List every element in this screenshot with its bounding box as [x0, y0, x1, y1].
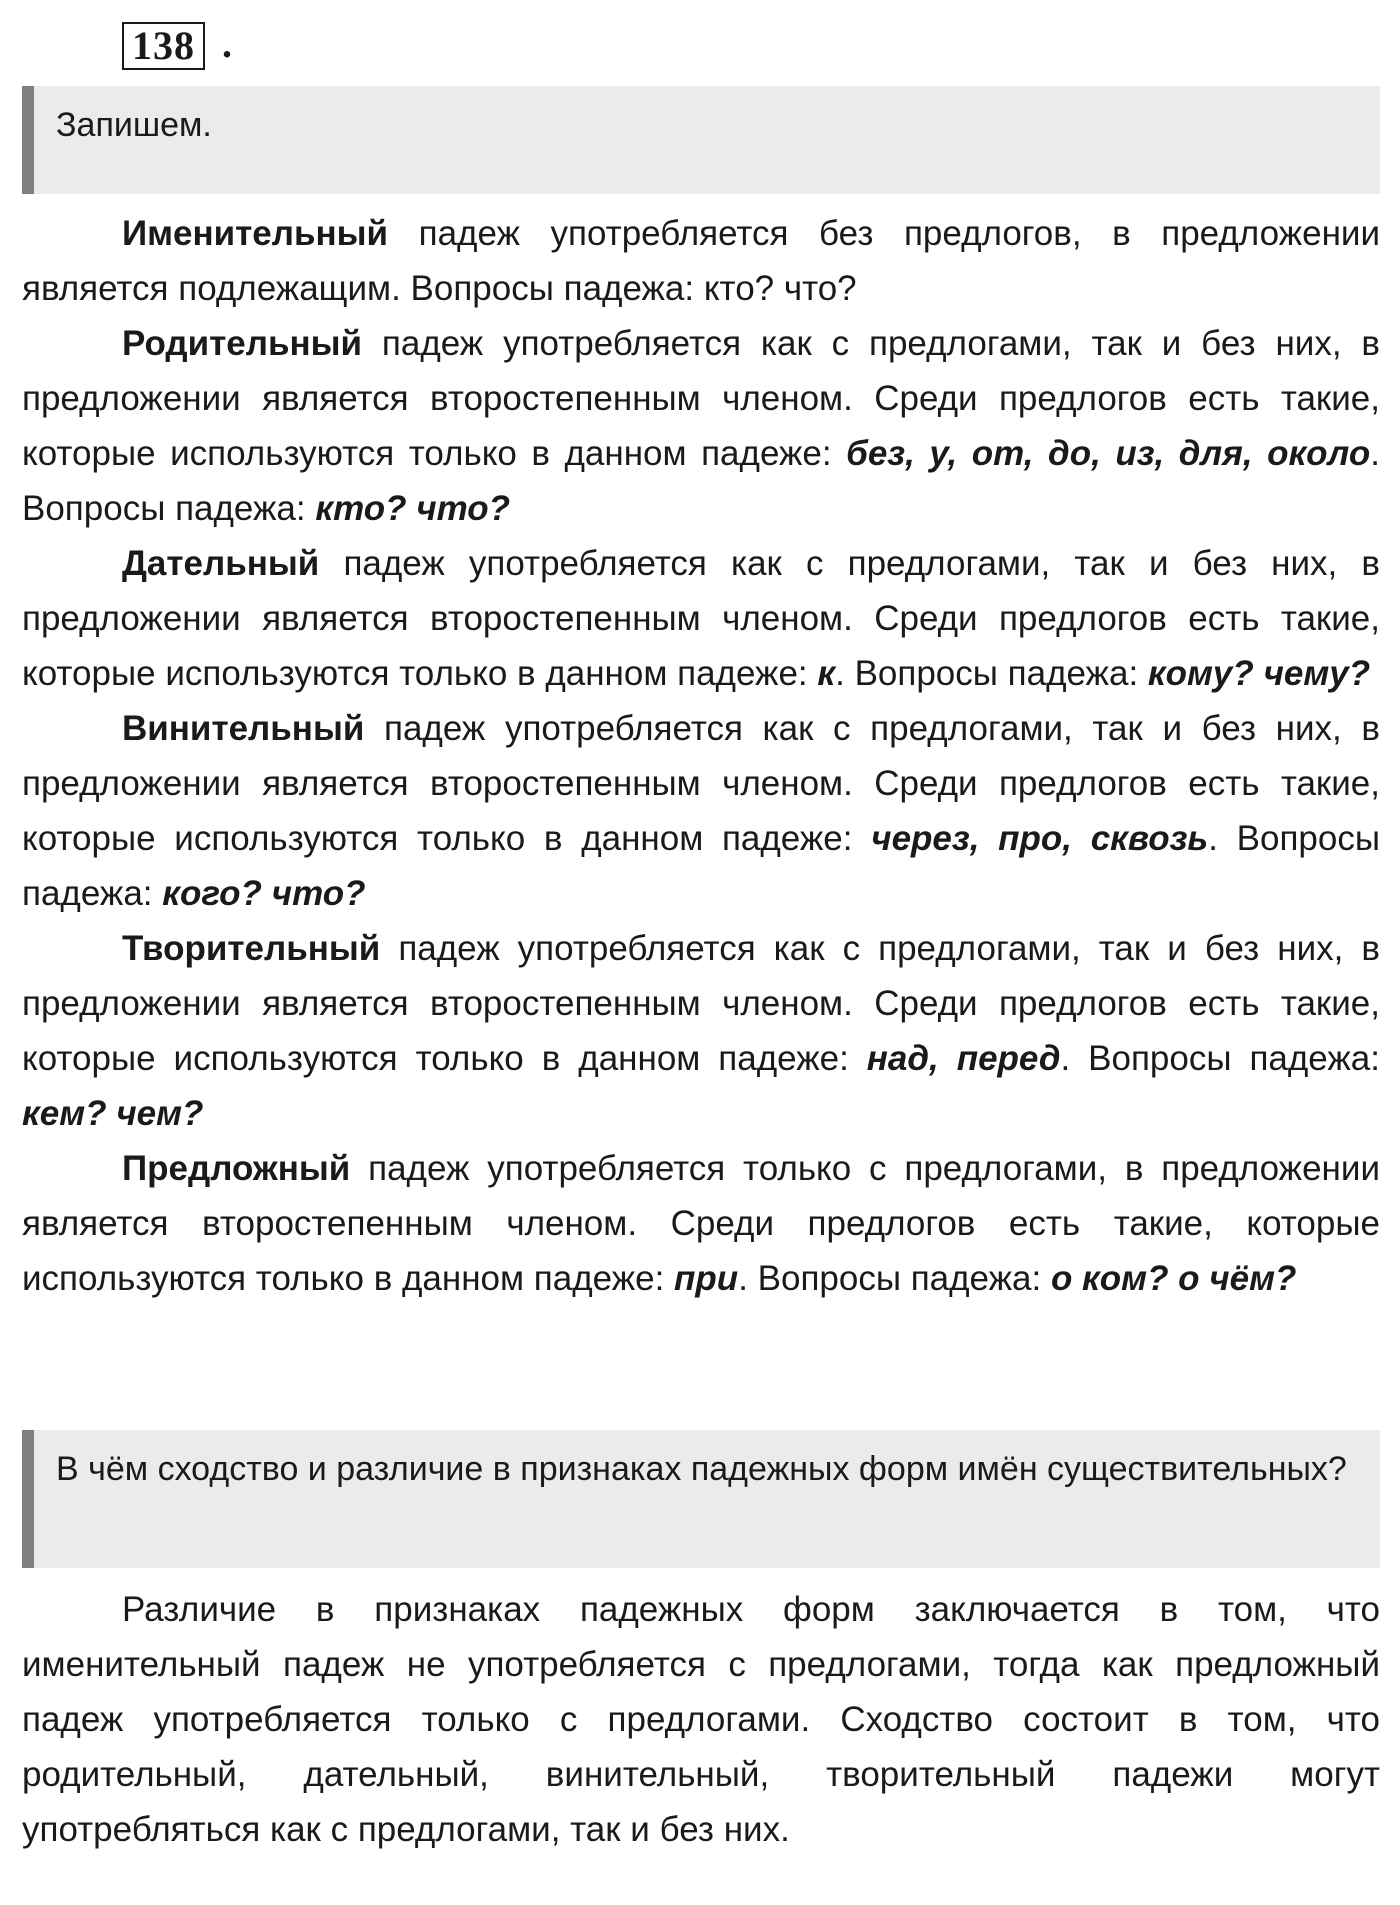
case-questions-label: . Вопросы падежа:: [22, 434, 1380, 528]
case-questions: кем? чем?: [22, 1094, 204, 1133]
case-name: Именительный: [122, 214, 389, 253]
case-questions-label: . Вопросы падежа:: [835, 654, 1148, 693]
case-questions: о ком? о чём?: [1050, 1259, 1297, 1298]
case-paragraph-accusative: [22, 701, 1380, 921]
case-text: падеж употребляется только с предлогами, в предложении является второстепенным членом. Среди предлогов есть такие, которые используются только в данном падеже:: [22, 1149, 1380, 1298]
case-questions: кому? чему?: [1147, 654, 1371, 693]
case-questions-label: . Вопросы падежа:: [1060, 1039, 1380, 1078]
case-name: Дательный: [122, 544, 320, 583]
case-name: Винительный: [122, 709, 365, 748]
task-number-value: 138: [132, 23, 195, 68]
case-paragraph-dative: [22, 536, 1380, 701]
case-text: падеж употребляется как с предлогами, так и без них, в предложении является второстепенным членом. Среди предлогов есть такие, которые используются только в данном падеже:: [22, 324, 1380, 473]
answer-section: [22, 1582, 1380, 1857]
case-name: Предложный: [122, 1149, 351, 1188]
case-prepositions: к: [817, 654, 836, 693]
case-text: падеж употребляется без предлогов, в предложении является подлежащим. Вопросы падежа: кто? что?: [22, 214, 1380, 308]
case-prepositions: через, про, сквозь: [871, 819, 1209, 858]
case-paragraph-nominative: [22, 206, 1380, 316]
task-number-dot: .: [222, 21, 232, 66]
answer-paragraph: Различие в признаках падежных форм заключается в том, что именительный падеж не употребляется с предлогами, тогда как предложный падеж употребляется только с предлогами. Сходство состоит в том, что родительный, дательный, винительный, творительный падежи могут употребляться как с предлогами, так и без них.: [22, 1590, 1380, 1849]
intro-box: [22, 86, 1380, 194]
case-prepositions: при: [674, 1259, 739, 1298]
cases-section: [22, 206, 1380, 1306]
case-name: Родительный: [122, 324, 363, 363]
question-box: [22, 1430, 1380, 1568]
case-questions-label: . Вопросы падежа:: [22, 819, 1380, 913]
case-questions: кого? что?: [162, 874, 366, 913]
case-prepositions: над, перед: [866, 1039, 1061, 1078]
case-name: Творительный: [122, 929, 381, 968]
case-paragraph-prepositional: [22, 1141, 1380, 1306]
question-text: В чём сходство и различие в признаках падежных форм имён существительных?: [56, 1450, 1347, 1488]
case-text: падеж употребляется как с предлогами, так и без них, в предложении является второстепенным членом. Среди предлогов есть такие, которые используются только в данном падеже:: [22, 929, 1380, 1078]
case-text: падеж употребляется как с предлогами, так и без них, в предложении является второстепенным членом. Среди предлогов есть такие, которые используются только в данном падеже:: [22, 709, 1380, 858]
case-questions: кто? что?: [315, 489, 511, 528]
case-questions-label: . Вопросы падежа:: [738, 1259, 1051, 1298]
task-number: [122, 22, 205, 70]
case-paragraph-instrumental: [22, 921, 1380, 1141]
intro-text: Запишем.: [56, 106, 212, 144]
case-paragraph-genitive: [22, 316, 1380, 536]
case-text: падеж употребляется как с предлогами, так и без них, в предложении является второстепенным членом. Среди предлогов есть такие, которые используются только в данном падеже:: [22, 544, 1380, 693]
case-prepositions: без, у, от, до, из, для, около: [846, 434, 1371, 473]
